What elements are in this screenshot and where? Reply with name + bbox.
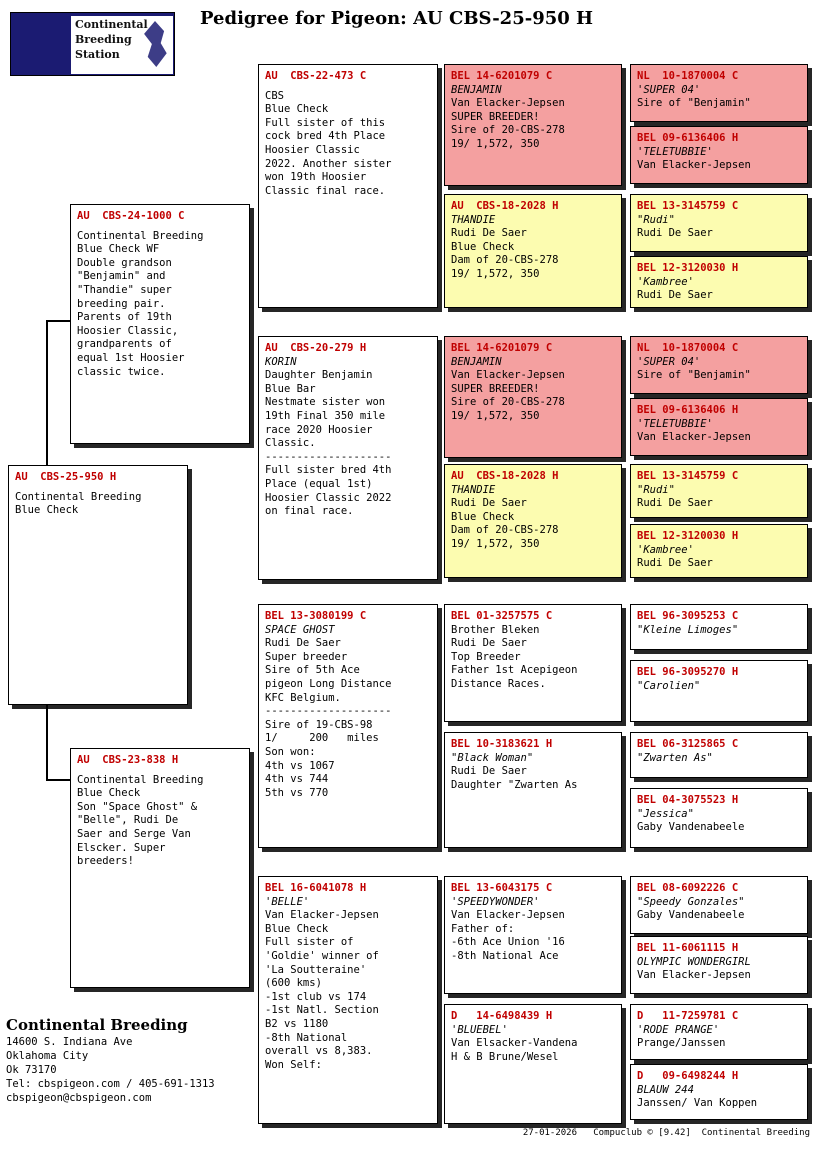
gen2-box-2[interactable]	[258, 604, 438, 848]
gen3-3-line-1: Blue Check	[451, 510, 515, 523]
gen3-id-7: D 14-6498439 H	[451, 1010, 553, 1022]
gen4-15-line-0: Janssen/ Van Koppen	[637, 1097, 758, 1110]
gen4-3-line-0: Rudi De Saer	[637, 289, 713, 302]
gen3-name-3: THANDIE	[451, 483, 496, 496]
gen4-id-7: BEL 12-3120030 H	[637, 530, 739, 542]
gen3-1-line-3: 19/ 1,572, 350	[451, 267, 540, 280]
gen4-4-line-0: Sire of "Benjamin"	[637, 369, 751, 382]
gen2-id-1: AU CBS-20-279 H	[265, 342, 367, 354]
gen2-1-line-5: Classic.	[265, 437, 316, 450]
gen3-2-line-0: Van Elacker-Jepsen	[451, 369, 565, 382]
gen4-id-14: D 11-7259781 C	[637, 1010, 739, 1022]
gen3-3-line-2: Dam of 20-CBS-278	[451, 524, 559, 537]
gen3-6-line-2: -6th Ace Union '16	[451, 936, 565, 949]
gen4-box-6[interactable]	[630, 464, 808, 518]
gen1-dam-line-1: Blue Check	[77, 787, 141, 800]
gen2-2-line-4: KFC Belgium.	[265, 691, 341, 704]
gen4-id-3: BEL 12-3120030 H	[637, 262, 739, 274]
footer-email: cbspigeon@cbspigeon.com	[6, 1092, 152, 1104]
subject-line-1: Blue Check	[15, 504, 79, 517]
gen4-box-10[interactable]	[630, 732, 808, 778]
gen1-dam-line-5: Elscker. Super	[77, 841, 166, 854]
gen1-sire-line-3: "Benjamin" and	[77, 270, 166, 283]
gen4-id-10: BEL 06-3125865 C	[637, 738, 739, 750]
gen3-name-6: 'SPEEDYWONDER'	[451, 895, 540, 908]
gen3-5-line-0: Rudi De Saer	[451, 765, 527, 778]
gen1-sire-line-7: Hoosier Classic,	[77, 324, 179, 337]
gen4-id-15: D 09-6498244 H	[637, 1070, 739, 1082]
gen3-3-line-0: Rudi De Saer	[451, 497, 527, 510]
gen2-3-line-10: overall vs 8,383.	[265, 1045, 373, 1058]
gen4-11-line-0: Gaby Vandenabeele	[637, 821, 745, 834]
gen2-2-line-6: Sire of 19-CBS-98	[265, 718, 373, 731]
gen4-box-8[interactable]	[630, 604, 808, 650]
gen1-dam-line-3: "Belle", Rudi De	[77, 814, 179, 827]
gen4-13-line-0: Van Elacker-Jepsen	[637, 969, 751, 982]
gen1-sire-line-1: Blue Check WF	[77, 243, 160, 256]
gen3-box-6[interactable]	[444, 876, 622, 994]
gen1-dam-line-4: Saer and Serge Van	[77, 827, 191, 840]
gen2-3-line-9: -8th National	[265, 1031, 348, 1044]
gen2-3-line-3: 'Goldie' winner of	[265, 949, 379, 962]
gen4-id-13: BEL 11-6061115 H	[637, 942, 739, 954]
gen4-box-5[interactable]	[630, 398, 808, 456]
gen1-sire-line-9: equal 1st Hoosier	[77, 351, 185, 364]
gen2-2-line-0: Rudi De Saer	[265, 637, 341, 650]
gen2-1-line-6: --------------------	[265, 450, 392, 463]
gen4-0-line-0: Sire of "Benjamin"	[637, 97, 751, 110]
gen3-0-line-0: Van Elacker-Jepsen	[451, 97, 565, 110]
gen4-7-line-0: Rudi De Saer	[637, 557, 713, 570]
gen2-name-3: 'BELLE'	[265, 895, 310, 908]
gen3-box-7[interactable]	[444, 1004, 622, 1124]
gen3-name-5: "Black Woman"	[451, 751, 534, 764]
gen4-name-15: BLAUW 244	[637, 1083, 694, 1096]
gen3-id-6: BEL 13-6043175 C	[451, 882, 553, 894]
footer-address-3: Ok 73170	[6, 1064, 57, 1076]
gen4-box-9[interactable]	[630, 660, 808, 722]
gen4-name-1: 'TELETUBBIE'	[637, 145, 713, 158]
gen4-box-13[interactable]	[630, 936, 808, 994]
subject-box[interactable]	[8, 465, 188, 705]
footer-meta: 27-01-2026 Compuclub © [9.42] Continental Breeding	[522, 1128, 810, 1138]
gen4-id-4: NL 10-1870004 C	[637, 342, 739, 354]
gen4-14-line-0: Prange/Janssen	[637, 1037, 726, 1050]
gen2-3-line-8: B2 vs 1180	[265, 1017, 329, 1030]
gen3-2-line-1: SUPER BREEDER!	[451, 382, 540, 395]
gen4-2-line-0: Rudi De Saer	[637, 227, 713, 240]
gen2-0-line-3: cock bred 4th Place	[265, 130, 386, 143]
gen4-name-8: "Kleine Limoges"	[637, 623, 739, 636]
footer-company: Continental Breeding	[6, 1016, 188, 1034]
gen4-12-line-0: Gaby Vandenabeele	[637, 909, 745, 922]
gen2-1-line-9: Hoosier Classic 2022	[265, 491, 392, 504]
gen2-0-line-7: Classic final race.	[265, 184, 386, 197]
gen1-sire-line-0: Continental Breeding	[77, 229, 204, 242]
gen4-name-6: "Rudi"	[637, 483, 675, 496]
gen2-1-line-2: Nestmate sister won	[265, 396, 386, 409]
gen1-dam-line-0: Continental Breeding	[77, 773, 204, 786]
gen4-name-0: 'SUPER 04'	[637, 83, 701, 96]
gen3-6-line-3: -8th National Ace	[451, 949, 559, 962]
gen3-box-1[interactable]	[444, 194, 622, 308]
gen2-3-line-1: Blue Check	[265, 922, 329, 935]
gen2-2-line-11: 5th vs 770	[265, 786, 329, 799]
gen2-1-line-4: race 2020 Hoosier	[265, 423, 373, 436]
logo	[10, 12, 175, 76]
gen2-0-line-2: Full sister of this	[265, 116, 386, 129]
gen4-id-12: BEL 08-6092226 C	[637, 882, 739, 894]
gen3-box-0[interactable]	[444, 64, 622, 186]
gen1-sire-box[interactable]	[70, 204, 250, 444]
gen4-1-line-0: Van Elacker-Jepsen	[637, 159, 751, 172]
gen2-0-line-0: CBS	[265, 89, 284, 102]
gen4-name-7: 'Kambree'	[637, 543, 694, 556]
gen4-id-0: NL 10-1870004 C	[637, 70, 739, 82]
gen2-3-line-5: (600 kms)	[265, 977, 322, 990]
footer-address-2: Oklahoma City	[6, 1050, 89, 1062]
gen1-sire-id: AU CBS-24-1000 C	[77, 210, 185, 222]
gen4-name-10: "Zwarten As"	[637, 751, 713, 764]
gen4-id-2: BEL 13-3145759 C	[637, 200, 739, 212]
logo-line-2: Breeding	[75, 33, 132, 46]
gen3-2-line-3: 19/ 1,572, 350	[451, 409, 540, 422]
gen2-0-line-1: Blue Check	[265, 103, 329, 116]
subject-id: AU CBS-25-950 H	[15, 471, 117, 483]
gen2-1-line-0: Daughter Benjamin	[265, 369, 373, 382]
gen1-dam-line-6: breeders!	[77, 855, 134, 868]
gen3-name-0: BENJAMIN	[451, 83, 502, 96]
gen2-0-line-6: won 19th Hoosier	[265, 171, 367, 184]
gen4-box-3[interactable]	[630, 256, 808, 308]
footer-address-1: 14600 S. Indiana Ave	[6, 1036, 133, 1048]
gen2-1-line-3: 19th Final 350 mile	[265, 409, 386, 422]
connector-h-bottom	[46, 779, 72, 781]
gen3-name-1: THANDIE	[451, 213, 496, 226]
gen3-3-line-3: 19/ 1,572, 350	[451, 537, 540, 550]
gen2-3-line-2: Full sister of	[265, 936, 354, 949]
gen2-id-3: BEL 16-6041078 H	[265, 882, 367, 894]
gen2-3-line-0: Van Elacker-Jepsen	[265, 909, 379, 922]
gen4-box-15[interactable]	[630, 1064, 808, 1120]
gen4-5-line-0: Van Elacker-Jepsen	[637, 431, 751, 444]
gen4-name-2: "Rudi"	[637, 213, 675, 226]
gen3-5-line-1: Daughter "Zwarten As	[451, 778, 578, 791]
gen2-1-line-1: Blue Bar	[265, 382, 316, 395]
gen4-box-7[interactable]	[630, 524, 808, 578]
gen4-box-14[interactable]	[630, 1004, 808, 1060]
gen4-id-1: BEL 09-6136406 H	[637, 132, 739, 144]
gen3-4-line-3: Father 1st Acepigeon	[451, 664, 578, 677]
gen3-1-line-1: Blue Check	[451, 240, 515, 253]
gen4-6-line-0: Rudi De Saer	[637, 497, 713, 510]
gen4-name-14: 'RODE PRANGE'	[637, 1023, 720, 1036]
gen2-2-line-7: 1/ 200 miles	[265, 732, 379, 745]
gen1-dam-line-2: Son "Space Ghost" &	[77, 800, 198, 813]
gen2-0-line-4: Hoosier Classic	[265, 143, 360, 156]
gen3-id-4: BEL 01-3257575 C	[451, 610, 553, 622]
gen1-dam-id: AU CBS-23-838 H	[77, 754, 179, 766]
gen2-name-1: KORIN	[265, 355, 297, 368]
footer	[6, 1018, 326, 1105]
gen3-0-line-3: 19/ 1,572, 350	[451, 137, 540, 150]
subject-line-0: Continental Breeding	[15, 490, 142, 503]
gen2-2-line-8: Son won:	[265, 745, 316, 758]
footer-phone: Tel: cbspigeon.com / 405-691-1313	[6, 1078, 215, 1090]
gen1-sire-line-6: Parents of 19th	[77, 311, 172, 324]
gen2-2-line-5: --------------------	[265, 705, 392, 718]
gen1-dam-box[interactable]	[70, 748, 250, 988]
gen2-2-line-1: Super breeder	[265, 650, 348, 663]
gen4-box-11[interactable]	[630, 788, 808, 848]
gen4-name-3: 'Kambree'	[637, 275, 694, 288]
gen2-id-2: BEL 13-3080199 C	[265, 610, 367, 622]
gen2-id-0: AU CBS-22-473 C	[265, 70, 367, 82]
gen3-id-0: BEL 14-6201079 C	[451, 70, 553, 82]
gen2-2-line-3: pigeon Long Distance	[265, 677, 392, 690]
gen3-1-line-0: Rudi De Saer	[451, 227, 527, 240]
gen4-id-6: BEL 13-3145759 C	[637, 470, 739, 482]
gen4-name-12: "Speedy Gonzales"	[637, 895, 745, 908]
gen1-sire-line-8: grandparents of	[77, 338, 172, 351]
gen2-1-line-8: Place (equal 1st)	[265, 477, 373, 490]
gen3-box-5[interactable]	[444, 732, 622, 848]
gen2-box-0[interactable]	[258, 64, 438, 308]
gen2-0-line-5: 2022. Another sister	[265, 157, 392, 170]
gen2-3-line-4: 'La Soutteraine'	[265, 963, 367, 976]
gen3-id-5: BEL 10-3183621 H	[451, 738, 553, 750]
gen4-id-5: BEL 09-6136406 H	[637, 404, 739, 416]
gen3-box-4[interactable]	[444, 604, 622, 722]
gen4-box-4[interactable]	[630, 336, 808, 394]
gen4-box-1[interactable]	[630, 126, 808, 184]
gen2-1-line-7: Full sister bred 4th	[265, 464, 392, 477]
gen3-0-line-2: Sire of 20-CBS-278	[451, 124, 565, 137]
gen1-sire-line-4: "Thandie" super	[77, 283, 172, 296]
gen4-id-9: BEL 96-3095270 H	[637, 666, 739, 678]
gen2-2-line-2: Sire of 5th Ace	[265, 664, 360, 677]
gen2-name-2: SPACE GHOST	[265, 623, 335, 636]
gen2-2-line-10: 4th vs 744	[265, 773, 329, 786]
gen4-box-12[interactable]	[630, 876, 808, 934]
gen4-name-9: "Carolien"	[637, 679, 701, 692]
gen3-2-line-2: Sire of 20-CBS-278	[451, 396, 565, 409]
gen4-box-2[interactable]	[630, 194, 808, 252]
logo-line-3: Station	[75, 48, 120, 61]
connector-h-top	[46, 320, 72, 322]
gen4-name-11: "Jessica"	[637, 807, 694, 820]
page-title: Pedigree for Pigeon: AU CBS-25-950 H	[200, 8, 594, 29]
gen2-2-line-9: 4th vs 1067	[265, 759, 335, 772]
gen1-sire-line-10: classic twice.	[77, 365, 166, 378]
gen3-box-3[interactable]	[444, 464, 622, 578]
logo-line-1: Continental	[75, 18, 148, 31]
gen3-id-1: AU CBS-18-2028 H	[451, 200, 559, 212]
gen4-name-13: OLYMPIC WONDERGIRL	[637, 955, 751, 968]
gen4-box-0[interactable]	[630, 64, 808, 122]
gen3-box-2[interactable]	[444, 336, 622, 458]
gen3-4-line-2: Top Breeder	[451, 650, 521, 663]
gen1-sire-line-2: Double grandson	[77, 256, 172, 269]
gen4-id-11: BEL 04-3075523 H	[637, 794, 739, 806]
gen1-sire-line-5: breeding pair.	[77, 297, 166, 310]
gen4-name-4: 'SUPER 04'	[637, 355, 701, 368]
gen3-name-7: 'BLUEBEL'	[451, 1023, 508, 1036]
gen2-1-line-10: on final race.	[265, 505, 354, 518]
gen2-3-line-7: -1st Natl. Section	[265, 1004, 379, 1017]
gen3-4-line-4: Distance Races.	[451, 677, 546, 690]
gen3-6-line-0: Van Elacker-Jepsen	[451, 909, 565, 922]
gen2-3-line-6: -1st club vs 174	[265, 990, 367, 1003]
gen4-name-5: 'TELETUBBIE'	[637, 417, 713, 430]
gen3-7-line-1: H & B Brune/Wesel	[451, 1050, 559, 1063]
gen3-name-2: BENJAMIN	[451, 355, 502, 368]
gen3-id-3: AU CBS-18-2028 H	[451, 470, 559, 482]
gen3-4-line-0: Brother Bleken	[451, 623, 540, 636]
gen4-id-8: BEL 96-3095253 C	[637, 610, 739, 622]
gen3-0-line-1: SUPER BREEDER!	[451, 110, 540, 123]
gen2-box-1[interactable]	[258, 336, 438, 580]
gen3-4-line-1: Rudi De Saer	[451, 637, 527, 650]
gen2-3-line-11: Won Self:	[265, 1058, 322, 1071]
gen3-7-line-0: Van Elsacker-Vandena	[451, 1037, 578, 1050]
gen3-6-line-1: Father of:	[451, 922, 515, 935]
gen3-id-2: BEL 14-6201079 C	[451, 342, 553, 354]
gen3-1-line-2: Dam of 20-CBS-278	[451, 254, 559, 267]
